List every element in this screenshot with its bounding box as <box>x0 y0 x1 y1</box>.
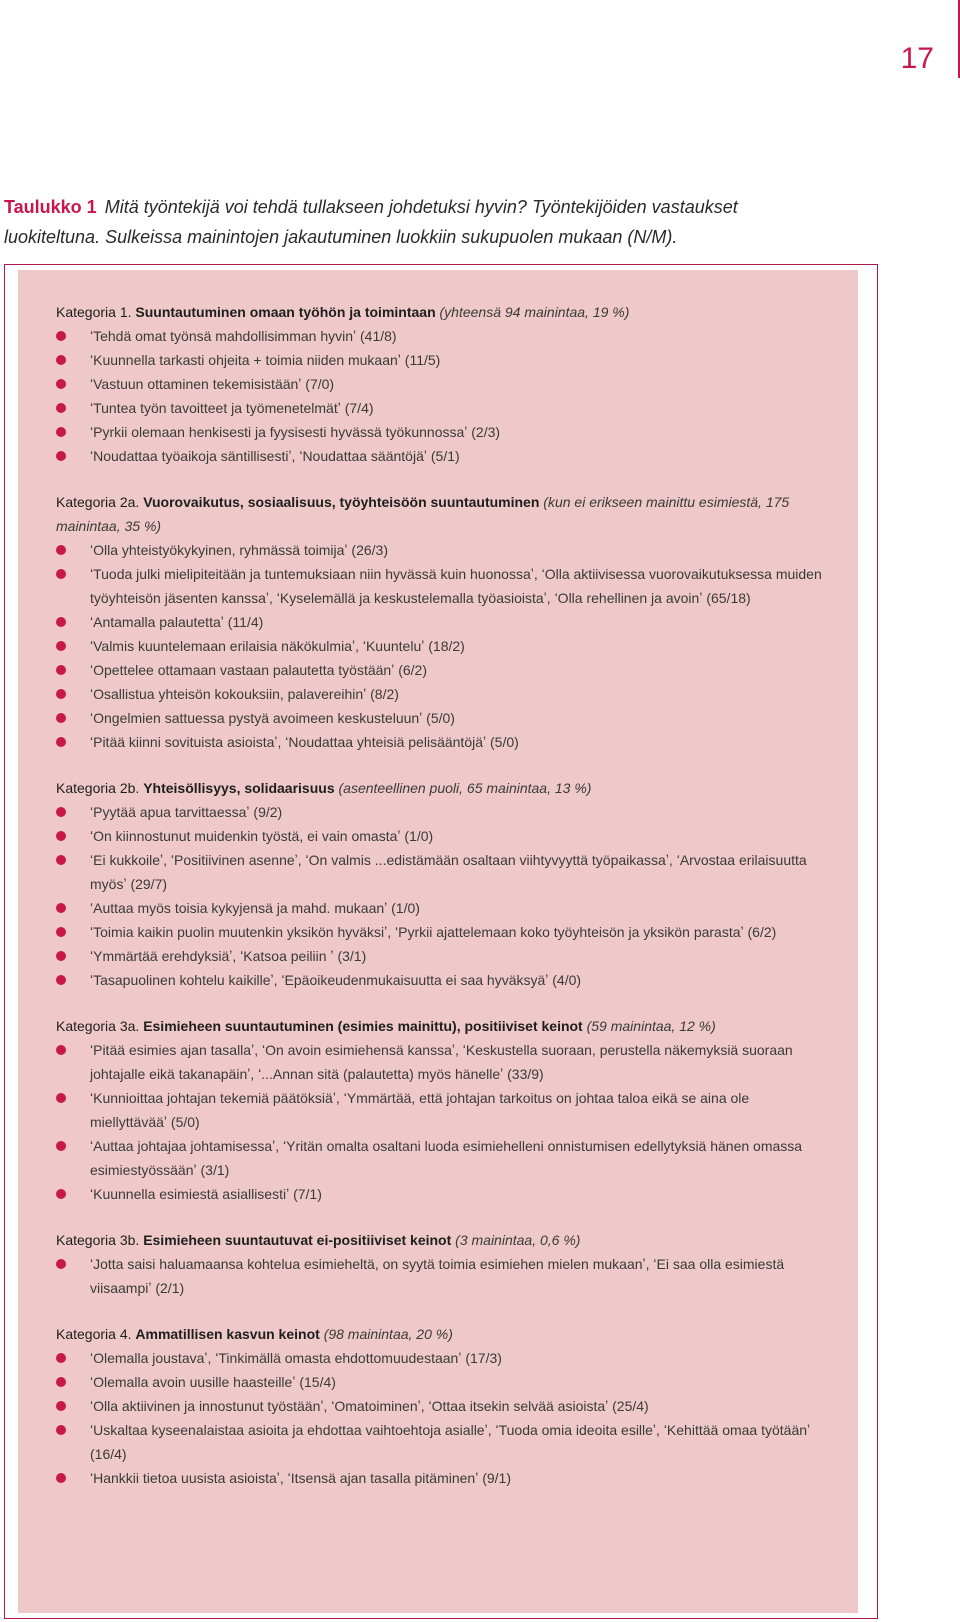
category-meta: (kun ei erikseen mainittu esimiestä, 175 mainintaa, 35 %) <box>56 494 790 534</box>
list-item-text: ʻHankkii tietoa uusista asioistaʼ, ʻItsensä ajan tasalla pitäminenʼ (9/1) <box>90 1470 511 1486</box>
list-item-text: ʻOlemalla avoin uusille haasteilleʼ (15/4) <box>90 1374 336 1390</box>
bullet-icon <box>56 569 66 579</box>
list-item <box>56 706 826 730</box>
list-item-text: ʻAntamalla palautettaʼ (11/4) <box>90 614 264 630</box>
list-item-text: ʻOpettelee ottamaan vastaan palautetta työstäänʼ (6/2) <box>90 662 427 678</box>
bullet-icon <box>56 545 66 555</box>
bullet-icon <box>56 713 66 723</box>
list-item-text: ʻOlemalla joustavaʼ, ʻTinkimällä omasta ehdottomuudestaanʼ (17/3) <box>90 1350 502 1366</box>
list-item <box>56 1370 826 1394</box>
category-code: Kategoria 3a. <box>56 1018 140 1034</box>
table-caption-text: Mitä työntekijä voi tehdä tullakseen johdetuksi hyvin? Työntekijöiden vastaukset luokiteltuna. Sulkeissa mainintojen jakautuminen luokkiin sukupuolen mukaan (N/M). <box>4 197 738 247</box>
list-item-text: ʻPitää kiinni sovituista asioistaʼ, ʻNoudattaa yhteisiä pelisääntöjäʼ (5/0) <box>90 734 519 750</box>
category-title: Yhteisöllisyys, solidaarisuus <box>143 780 335 796</box>
list-item-text: ʻAuttaa johtajaa johtamisessaʼ, ʻYritän omalta osaltani luoda esimiehelleni onnistumisen edellytyksiä hänen omassa esimiestyössäänʼ (3/1) <box>90 1138 803 1178</box>
bullet-icon <box>56 1259 66 1269</box>
list-item-text: ʻKuunnella tarkasti ohjeita + toimia niiden mukaanʼ (11/5) <box>90 352 441 368</box>
bullet-icon <box>56 1093 66 1103</box>
list-item-text: ʻNoudattaa työaikoja säntillisestiʼ, ʻNoudattaa sääntöjäʼ (5/1) <box>90 448 460 464</box>
list-item-text: ʻKuunnella esimiestä asiallisestiʼ (7/1) <box>90 1186 322 1202</box>
table-caption <box>4 192 824 252</box>
list-item-text: ʻTuntea työn tavoitteet ja työmenetelmätʼ (7/4) <box>90 400 374 416</box>
list-item <box>56 420 826 444</box>
bullet-icon <box>56 427 66 437</box>
category-title: Esimieheen suuntautuminen (esimies mainittu), positiiviset keinot <box>143 1018 583 1034</box>
bullet-icon <box>56 379 66 389</box>
category-title: Ammatillisen kasvun keinot <box>135 1326 320 1342</box>
list-item-text: ʻPyytää apua tarvittaessaʼ (9/2) <box>90 804 283 820</box>
list-item <box>56 634 826 658</box>
category-meta: (59 mainintaa, 12 %) <box>586 1018 716 1034</box>
category-heading <box>56 1014 826 1038</box>
list-item-text: ʻYmmärtää erehdyksiäʼ, ʻKatsoa peiliin ʼ (3/1) <box>90 948 367 964</box>
category-block <box>56 1228 826 1300</box>
list-item-text: ʻOsallistua yhteisön kokouksiin, palavereihinʼ (8/2) <box>90 686 399 702</box>
list-item-text: ʻTuoda julki mielipiteitään ja tuntemuksiaan niin hyvässä kuin huonossaʼ, ʻOlla aktiivisessa vuorovaikutuksessa muiden työyhteisön jäsenten kanssaʼ, ʻKyselemällä ja keskustelemalla työasioistaʼ, ʻOlla rehellinen ja avoinʼ (65/18) <box>90 566 822 606</box>
category-title: Vuorovaikutus, sosiaalisuus, työyhteisöön suuntautuminen <box>143 494 540 510</box>
category-heading <box>56 300 826 324</box>
bullet-icon <box>56 1353 66 1363</box>
category-code: Kategoria 4. <box>56 1326 132 1342</box>
list-item <box>56 1466 826 1490</box>
list-item-text: ʻAuttaa myös toisia kykyjensä ja mahd. mukaanʼ (1/0) <box>90 900 420 916</box>
bullet-icon <box>56 451 66 461</box>
table-label: Taulukko 1 <box>4 197 97 217</box>
category-heading <box>56 490 826 538</box>
bullet-icon <box>56 689 66 699</box>
bullet-icon <box>56 641 66 651</box>
list-item-text: ʻOlla aktiivinen ja innostunut työstäänʼ, ʻOmatoiminenʼ, ʻOttaa itsekin selvää asioistaʼ (25/4) <box>90 1398 649 1414</box>
list-item-text: ʻTasapuolinen kohtelu kaikilleʼ, ʻEpäoikeudenmukaisuutta ei saa hyväksyäʼ (4/0) <box>90 972 582 988</box>
list-item <box>56 896 826 920</box>
bullet-icon <box>56 737 66 747</box>
page-number: 17 <box>900 42 934 75</box>
list-item <box>56 444 826 468</box>
bullet-icon <box>56 665 66 675</box>
category-heading <box>56 776 826 800</box>
list-item-text: ʻEi kukkoileʼ, ʻPositiivinen asenneʼ, ʻOn valmis ...edistämään osaltaan viihtyvyyttä työpaikassaʼ, ʻArvostaa erilaisuutta myösʼ (29/7) <box>90 852 807 892</box>
list-item <box>56 944 826 968</box>
list-item <box>56 1418 826 1466</box>
category-block <box>56 1014 826 1206</box>
list-item-text: ʻVastuun ottaminen tekemisistäänʼ (7/0) <box>90 376 335 392</box>
list-item <box>56 848 826 896</box>
bullet-icon <box>56 1189 66 1199</box>
list-item <box>56 730 826 754</box>
category-code: Kategoria 2a. <box>56 494 140 510</box>
list-item <box>56 800 826 824</box>
bullet-icon <box>56 1473 66 1483</box>
category-block <box>56 1322 826 1490</box>
category-meta: (3 mainintaa, 0,6 %) <box>455 1232 581 1248</box>
list-item <box>56 396 826 420</box>
bullet-icon <box>56 927 66 937</box>
category-meta: (98 mainintaa, 20 %) <box>323 1326 453 1342</box>
list-item <box>56 324 826 348</box>
list-item-text: ʻOn kiinnostunut muidenkin työstä, ei vain omastaʼ (1/0) <box>90 828 434 844</box>
list-item-text: ʻOlla yhteistyökykyinen, ryhmässä toimijaʼ (26/3) <box>90 542 388 558</box>
list-item-text: ʻJotta saisi haluamaansa kohtelua esimieheltä, on syytä toimia esimiehen mielen mukaanʼ, ʻEi saa olla esimiestä viisaampiʼ (2/1) <box>90 1256 785 1296</box>
bullet-icon <box>56 331 66 341</box>
list-item <box>56 824 826 848</box>
list-item-text: ʻValmis kuuntelemaan erilaisia näkökulmiaʼ, ʻKuunteluʼ (18/2) <box>90 638 465 654</box>
list-item <box>56 1252 826 1300</box>
category-block <box>56 776 826 992</box>
list-item-text: ʻOngelmien sattuessa pystyä avoimeen keskusteluunʼ (5/0) <box>90 710 455 726</box>
category-block <box>56 300 826 468</box>
category-heading <box>56 1228 826 1252</box>
category-title: Suuntautuminen omaan työhön ja toimintaan <box>135 304 436 320</box>
category-heading <box>56 1322 826 1346</box>
bullet-icon <box>56 1377 66 1387</box>
bullet-icon <box>56 807 66 817</box>
bullet-icon <box>56 1045 66 1055</box>
category-block <box>56 490 826 754</box>
bullet-icon <box>56 855 66 865</box>
category-meta: (yhteensä 94 mainintaa, 19 %) <box>439 304 630 320</box>
list-item <box>56 658 826 682</box>
bullet-icon <box>56 1141 66 1151</box>
bullet-icon <box>56 403 66 413</box>
list-item <box>56 538 826 562</box>
bullet-icon <box>56 831 66 841</box>
list-item-text: ʻPyrkii olemaan henkisesti ja fyysisesti hyvässä työkunnossaʼ (2/3) <box>90 424 501 440</box>
bullet-icon <box>56 951 66 961</box>
list-item <box>56 1038 826 1086</box>
bullet-icon <box>56 355 66 365</box>
bullet-icon <box>56 1401 66 1411</box>
list-item <box>56 1182 826 1206</box>
list-item <box>56 372 826 396</box>
list-item <box>56 1086 826 1134</box>
category-list <box>56 300 826 1512</box>
bullet-icon <box>56 975 66 985</box>
list-item <box>56 1394 826 1418</box>
bullet-icon <box>56 903 66 913</box>
list-item-text: ʻToimia kaikin puolin muutenkin yksikön hyväksiʼ, ʻPyrkii ajattelemaan koko työyhteisön ja yksikön parastaʼ (6/2) <box>90 924 777 940</box>
list-item <box>56 610 826 634</box>
bullet-icon <box>56 1425 66 1435</box>
list-item <box>56 920 826 944</box>
list-item <box>56 968 826 992</box>
category-code: Kategoria 3b. <box>56 1232 140 1248</box>
list-item <box>56 682 826 706</box>
list-item <box>56 348 826 372</box>
list-item-text: ʻPitää esimies ajan tasallaʼ, ʻOn avoin esimiehensä kanssaʼ, ʻKeskustella suoraan, perustella näkemyksiä suoraan johtajalle eikä takanapäinʼ, ʻ...Annan sitä (palautetta) myös hänelleʼ (33/9) <box>90 1042 793 1082</box>
list-item-text: ʻUskaltaa kyseenalaistaa asioita ja ehdottaa vaihtoehtoja asialleʼ, ʻTuoda omia ideoita esilleʼ, ʻKehittää omaa työtäänʼ (16/4) <box>90 1422 811 1462</box>
list-item-text: ʻKunnioittaa johtajan tekemiä päätöksiäʼ, ʻYmmärtää, että johtajan tarkoitus on johtaa taloa eikä se aina ole miellyttävääʼ (5/0) <box>90 1090 750 1130</box>
list-item <box>56 562 826 610</box>
list-item <box>56 1346 826 1370</box>
category-code: Kategoria 1. <box>56 304 132 320</box>
category-meta: (asenteellinen puoli, 65 mainintaa, 13 %) <box>338 780 592 796</box>
bullet-icon <box>56 617 66 627</box>
list-item <box>56 1134 826 1182</box>
category-title: Esimieheen suuntautuvat ei-positiiviset keinot <box>143 1232 452 1248</box>
category-code: Kategoria 2b. <box>56 780 140 796</box>
list-item-text: ʻTehdä omat työnsä mahdollisimman hyvinʼ (41/8) <box>90 328 397 344</box>
